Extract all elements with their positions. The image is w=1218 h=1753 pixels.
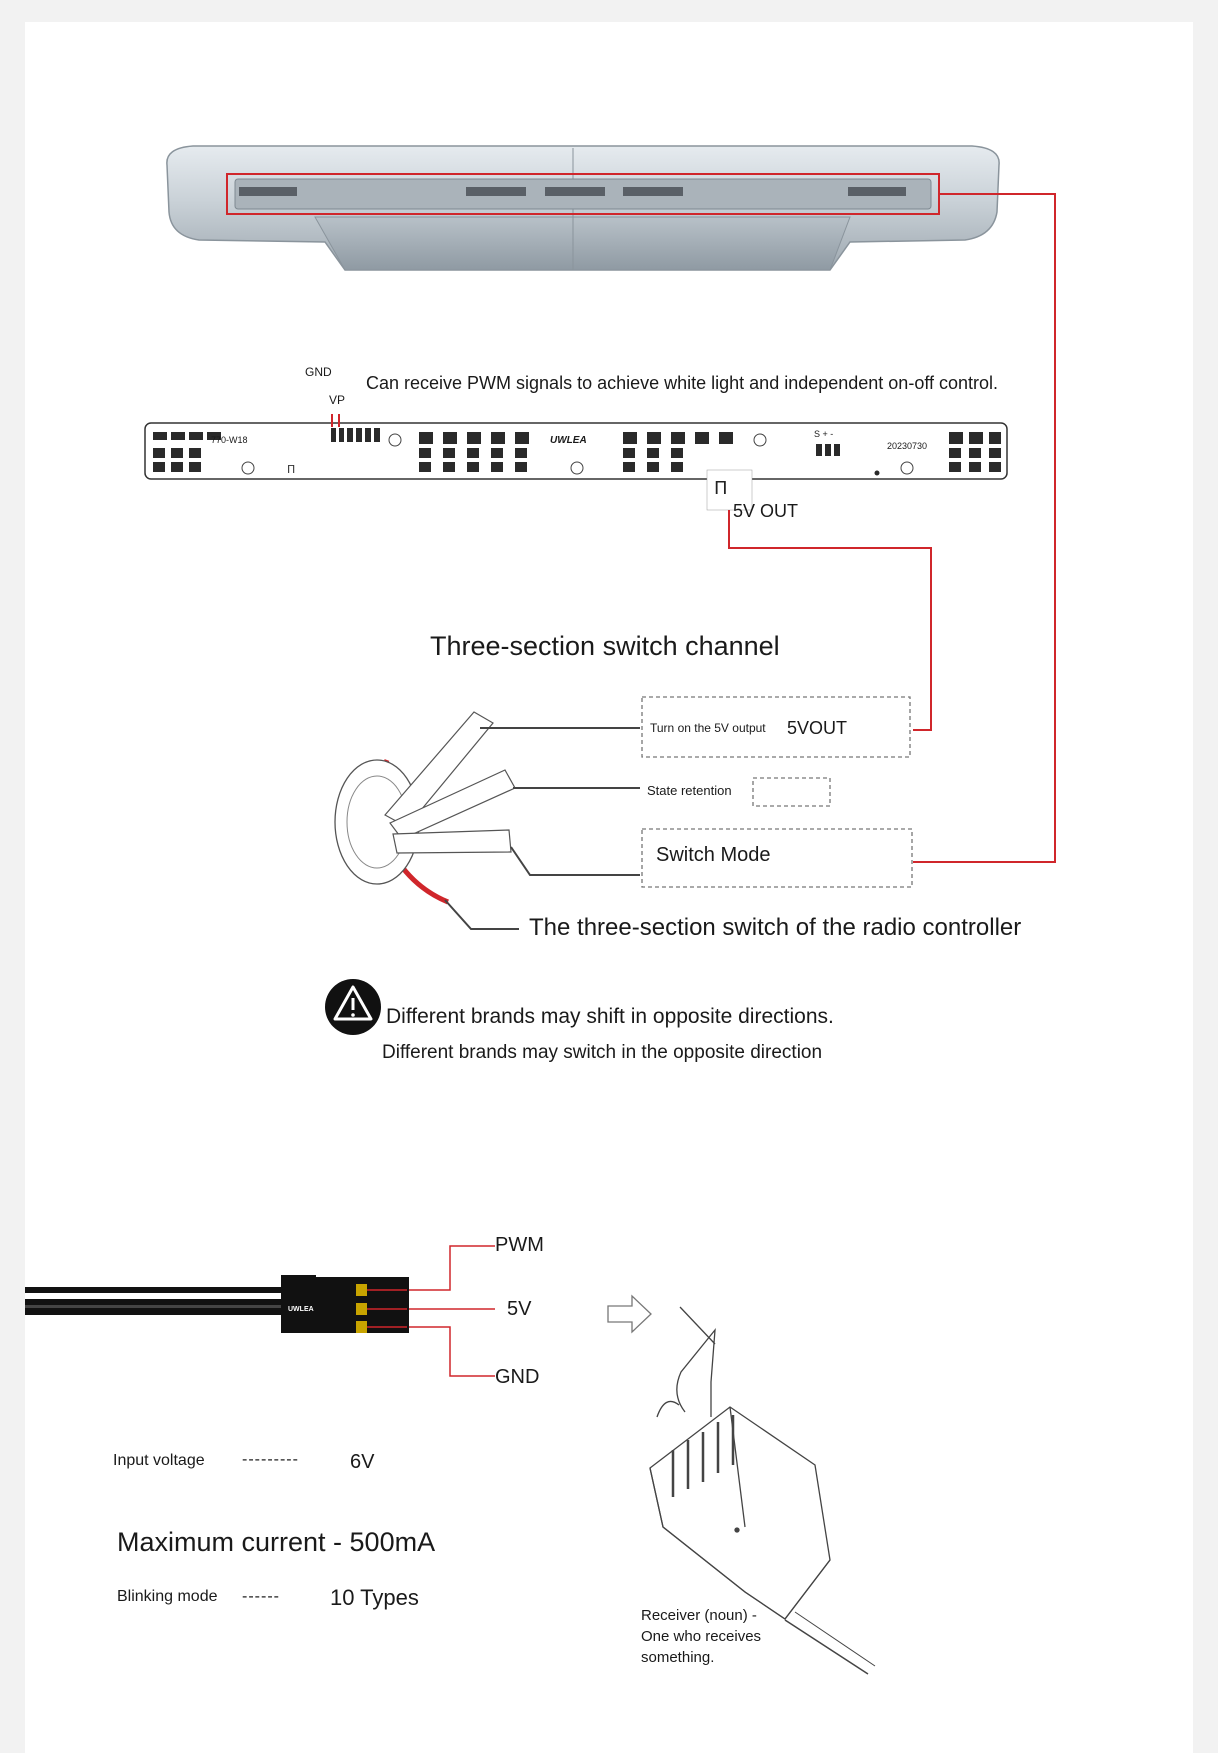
wire-5v-label: 5V xyxy=(507,1298,532,1320)
wire-gnd-label: GND xyxy=(495,1366,540,1388)
blinking-mode-value: 10 Types xyxy=(330,1585,419,1610)
max-current-label: Maximum current - 500mA xyxy=(117,1527,436,1557)
pcb-model-label: 770-W18 xyxy=(211,435,248,445)
cable-connector-illustration xyxy=(25,1275,409,1333)
connector-brand-logo: UWLEA xyxy=(288,1306,314,1313)
pcb-vp-label: VP xyxy=(329,393,346,407)
warning-line-1: Different brands may shift in opposite directions. xyxy=(386,1005,834,1028)
warning-line-2: Different brands may switch in the opposite direction xyxy=(382,1042,823,1063)
light-bar-illustration xyxy=(167,146,999,270)
input-voltage-dashes: --------- xyxy=(242,1451,299,1468)
pcb-brand-logo: UWLEA xyxy=(550,435,587,446)
pcb-gnd-label: GND xyxy=(305,365,332,379)
blinking-mode-label: Blinking mode xyxy=(117,1588,218,1605)
pcb-date-label: 20230730 xyxy=(887,441,928,451)
receiver-caption: Receiver (noun) - One who receives something. xyxy=(641,1607,762,1666)
three-section-switch-illustration xyxy=(335,712,640,929)
pcb-pin-marks: S + - xyxy=(814,429,834,439)
switch-channel-title: Three-section switch channel xyxy=(430,631,780,661)
box-state-retention xyxy=(753,778,830,806)
input-voltage-value: 6V xyxy=(350,1451,375,1473)
wiring-diagram-art xyxy=(25,22,1193,1753)
controller-switch-label: The three-section switch of the radio controller xyxy=(529,914,1022,941)
arrow-right-icon xyxy=(608,1296,651,1332)
box3-switch-mode-label: Switch Mode xyxy=(656,844,771,866)
blinking-mode-dashes: ------ xyxy=(242,1588,280,1605)
diagram-page xyxy=(25,22,1193,1753)
box2-state-retention-label: State retention xyxy=(647,783,732,798)
pcb-5v-out-label: 5V OUT xyxy=(733,501,799,521)
svg-text:П: П xyxy=(714,478,728,499)
pwm-note: Can receive PWM signals to achieve white light and independent on-off control. xyxy=(366,373,999,393)
box1-big-label: 5VOUT xyxy=(787,718,848,738)
svg-text:П: П xyxy=(287,463,296,476)
warning-triangle-icon xyxy=(325,979,381,1035)
box1-small-label: Turn on the 5V output xyxy=(650,721,766,735)
input-voltage-label: Input voltage xyxy=(113,1452,205,1469)
wire-pwm-label: PWM xyxy=(495,1234,544,1256)
